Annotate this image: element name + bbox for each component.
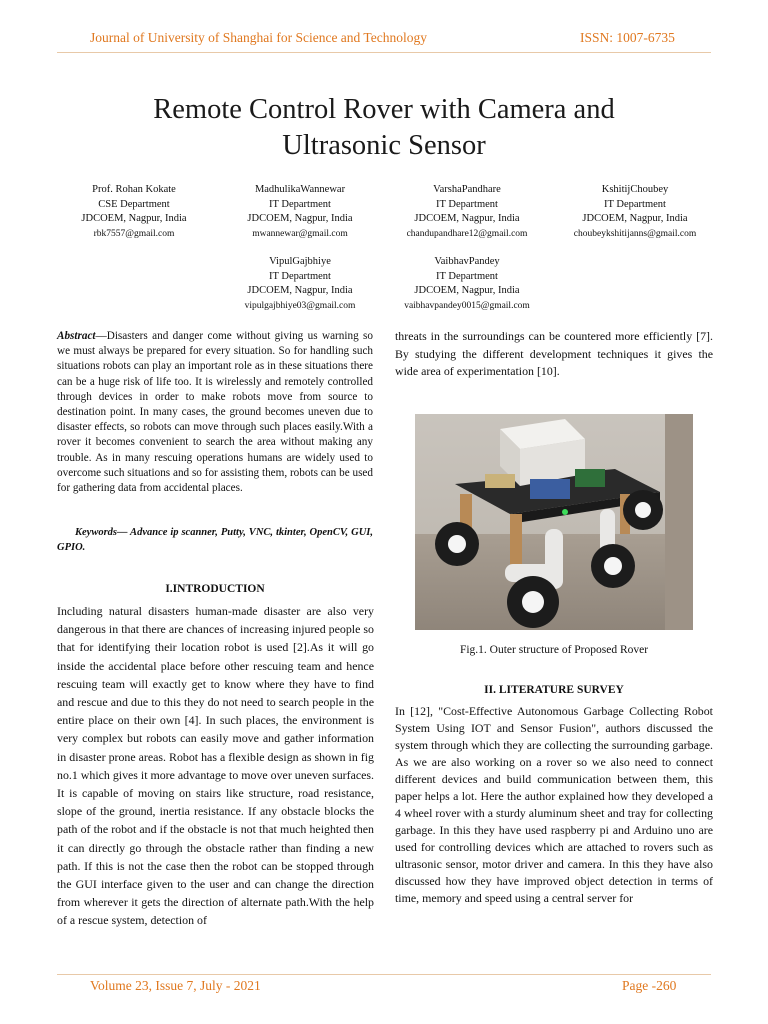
abstract-label: Abstract xyxy=(57,330,96,342)
title-line-1: Remote Control Rover with Camera and xyxy=(153,94,615,125)
author-block xyxy=(215,255,385,313)
author-email: choubeykshitijanns@gmail.com xyxy=(573,228,697,239)
author-name: VipulGajbhiye xyxy=(269,256,331,267)
author-block xyxy=(215,183,385,241)
author-dept: IT Department xyxy=(436,270,498,282)
section-heading-introduction: I.INTRODUCTION xyxy=(165,583,265,595)
author-inst: JDCOEM, Nagpur, India xyxy=(414,285,520,296)
keywords xyxy=(57,525,373,555)
title-line-2: Ultrasonic Sensor xyxy=(282,130,486,161)
author-dept: IT Department xyxy=(604,198,666,210)
author-email: vipulgajbhiye03@gmail.com xyxy=(244,300,356,311)
author-block xyxy=(382,183,552,241)
author-email: rbk7557@gmail.com xyxy=(93,228,175,239)
section-heading-literature-survey: II. LITERATURE SURVEY xyxy=(484,684,624,696)
author-name: KshitijChoubey xyxy=(601,184,669,195)
keywords-text: Advance ip scanner, Putty, VNC, tkinter, OpenCV, GUI, GPIO. xyxy=(57,527,373,553)
journal-name: Journal of University of Shanghai for Science and Technology xyxy=(90,30,427,45)
author-name: Prof. Rohan Kokate xyxy=(92,184,176,195)
rover-photo xyxy=(415,414,693,630)
author-email: mwannewar@gmail.com xyxy=(252,228,348,239)
author-name: VaibhavPandey xyxy=(434,256,500,267)
abstract-text: —Disasters and danger come without giving us warning so we must always be prepared for every situation. So for handling such situations robots can play an important role as in these situations there can be a huge risk of life too. It is wirelessly and remotely controlled through devices in order to make robots move from source to destination point. In many cases, the ground becomes uneven due to disaster effects, so robots can move through such places easily.With a rover it becomes convenient to search the area without making any trouble. As in many rescuing operations humans are widely used to overcome such situations and so for assisting them, robots can be used for gathering data from accidental places. xyxy=(57,330,373,495)
introduction-text: Including natural disasters human-made disaster are also very dangerous in that there are chances of increasing injured people so that for identifying their location robot is used [2].As it will go inside the accidental place before other rescuing team and hence rescuing team will exactly get to know where they have to find and rescue and due to this they do not need to search people in the entire place on their own [4]. In such places, the environment is very complex but robots can easily move and gather information in disaster prone areas. Robot has a flexible design as shown in fig no.1 which gives it more advantage to move over uneven surfaces. It is capable of moving on stairs like structure, road resistance, slope of the ground, inertia resistance. If any obstacle blocks the path of the robot and if the obstacle is not that much heighted then it can directly go through the obstacle rather than finding a new path. If this is not the case then the robot can be stopped through the GUI interface given to the user and can change the direction from wherever it gets the direction of alternate path.With the help of a rescue system, detection of xyxy=(57,604,374,928)
figure-caption: Fig.1. Outer structure of Proposed Rover xyxy=(459,644,649,656)
author-block xyxy=(550,183,720,241)
author-inst: JDCOEM, Nagpur, India xyxy=(582,213,688,224)
author-email: chandupandhare12@gmail.com xyxy=(406,228,528,239)
author-dept: IT Department xyxy=(269,198,331,210)
author-inst: JDCOEM, Nagpur, India xyxy=(247,213,353,224)
author-dept: IT Department xyxy=(269,270,331,282)
author-block xyxy=(382,255,552,313)
author-inst: JDCOEM, Nagpur, India xyxy=(414,213,520,224)
author-name: VarshaPandhare xyxy=(433,184,501,195)
author-inst: JDCOEM, Nagpur, India xyxy=(247,285,353,296)
author-name: MadhulikaWannewar xyxy=(254,184,346,195)
author-inst: JDCOEM, Nagpur, India xyxy=(81,213,187,224)
paper-title xyxy=(84,92,684,164)
author-block xyxy=(49,183,219,241)
volume-info: Volume 23, Issue 7, July - 2021 xyxy=(90,978,261,993)
keywords-label: Keywords— xyxy=(75,527,128,538)
abstract xyxy=(57,329,373,496)
author-dept: IT Department xyxy=(436,198,498,210)
author-email: vaibhavpandey0015@gmail.com xyxy=(404,300,530,311)
author-dept: CSE Department xyxy=(98,198,170,210)
page-number: Page -260 xyxy=(622,978,677,993)
footer-rule xyxy=(57,974,711,975)
continued-text: threats in the surroundings can be countered more efficiently [7]. By studying the different development techniques it gives the wide area of experimentation [10]. xyxy=(395,329,713,378)
issn: ISSN: 1007-6735 xyxy=(580,30,675,45)
literature-survey-text: In [12], "Cost-Effective Autonomous Garbage Collecting Robot System Using IOT and Sensor Fusion", authors discussed the system through which they are collecting the surrounding garbage. As we are also working on a rover so we also need to connect different devices and build communication between them, this paper helps a lot. Here the author explained how they developed a 4 wheel rover with a sturdy aluminum sheet and tray for collecting garbage. In this they have used raspberry pi and Arduino uno are used for controlling devices which are attached to rovers such as ultrasonic sensor, motor driver and camera. In this they have also discussed how they have improved object detection in terms of time, memory and speed using a central server for xyxy=(395,704,713,905)
header-rule xyxy=(57,52,711,53)
